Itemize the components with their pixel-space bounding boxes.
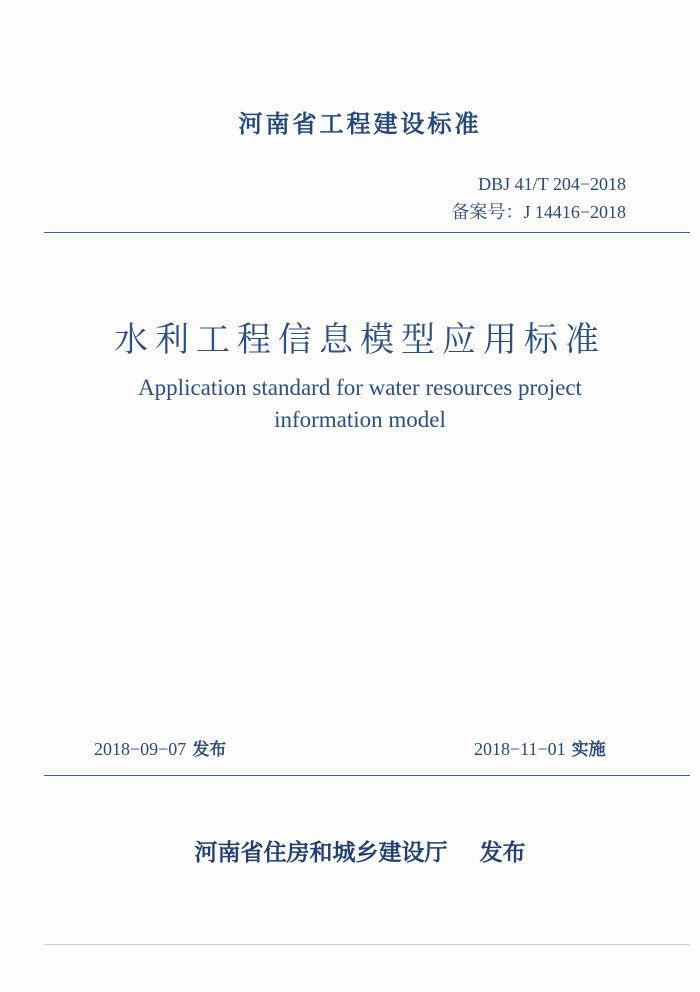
- issue-label: 发布: [192, 740, 227, 760]
- issue-date: 2018−09−07: [94, 739, 187, 759]
- record-number: 备案号：J 14416−2018: [451, 202, 626, 222]
- english-title-line-2: information model: [274, 407, 446, 432]
- effective-date: 2018−11−01: [474, 739, 566, 759]
- standard-identifiers: [451, 170, 626, 226]
- publisher-line: [0, 834, 700, 867]
- document-title-english: [0, 372, 700, 436]
- effective-date-block: [474, 735, 606, 760]
- publish-label: 发布: [479, 840, 526, 866]
- page-bottom-edge: [44, 944, 690, 945]
- document-title-chinese: 水利工程信息模型应用标准: [114, 320, 606, 360]
- issue-date-block: [94, 735, 226, 760]
- top-divider: [44, 232, 690, 233]
- publisher-name: 河南省住房和城乡建设厅: [194, 840, 448, 866]
- standard-code: DBJ 41/T 204−2018: [478, 174, 626, 194]
- standard-series-title: 河南省工程建设标准: [238, 110, 482, 138]
- bottom-divider: [44, 775, 690, 776]
- effective-label: 实施: [571, 740, 606, 760]
- english-title-line-1: Application standard for water resources project: [138, 375, 582, 400]
